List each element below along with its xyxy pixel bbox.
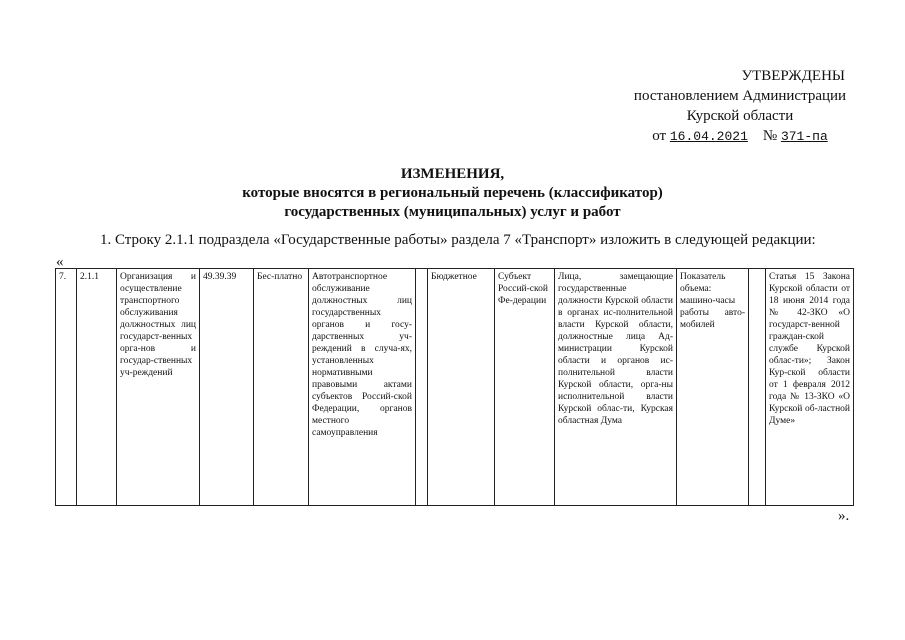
cell-content: Автотранспортное обслуживание должностных лиц государственных органов и госу-дарственных уч-реждений в случа-ях, установленных нормативными правовыми актами субъектов Россий-ской Федерации, органов местного самоуправления: [309, 269, 416, 506]
title-line-2: которые вносятся в региональный перечень (классификатор): [242, 185, 663, 201]
cell-work-name: Организация и осуществление транспортного обслуживания должностных лиц государст-венных орга-нов и государ-ственных уч-реждений: [117, 269, 200, 506]
document-title: [0, 165, 905, 222]
approval-heading: УТВЕРЖДЕНЫ: [741, 68, 845, 84]
close-quote: ».: [838, 508, 850, 524]
decree-number: 371-па: [780, 129, 828, 144]
cell-indicator: Показатель объема: машино-часы работы авто-мобилей: [677, 269, 749, 506]
cell-payment: Бес-платно: [254, 269, 309, 506]
cell-level: Субъект Россий-ской Фе-дерации: [495, 269, 555, 506]
decree-date: 16.04.2021: [669, 129, 748, 144]
title-heading: ИЗМЕНЕНИЯ,: [400, 166, 505, 182]
cell-legal-basis: Статья 15 Закона Курской области от 18 июня 2014 года № 42-ЗКО «О государст-венной граждан-ской службе Курской облас-ти»; Закон Кур-ской области от 1 февраля 2012 года № 13-ЗКО «О Курской об-ластной Думе»: [766, 269, 854, 506]
intro-paragraph: 1. Строку 2.1.1 подраздела «Государственные работы» раздела 7 «Транспорт» изложить в следующей редакции:: [100, 232, 816, 248]
approval-date-line: [625, 126, 855, 147]
number-label: №: [762, 128, 778, 144]
approval-block: [625, 66, 855, 147]
from-label: от: [652, 128, 667, 144]
cell-okved: 49.39.39: [200, 269, 254, 506]
approval-region: Курской области: [686, 108, 794, 124]
table-row: [56, 269, 854, 506]
cell-institution-type: Бюджетное: [428, 269, 495, 506]
open-quote: «: [56, 254, 64, 270]
cell-empty-1: [416, 269, 428, 506]
cell-empty-2: [749, 269, 766, 506]
approval-decree: постановлением Администрации: [633, 88, 847, 104]
cell-consumers: Лица, замещающие государственные должности Курской области в органах ис-полнительной власти Курской области, должностные лица Ад-министрации Курской области и органов ис-полнительной власти Курской области, орга-ны исполнительной власти Курской облас-ти, Курская областная Дума: [555, 269, 677, 506]
cell-row-number: 7.: [56, 269, 77, 506]
classifier-table: [55, 268, 854, 506]
title-line-3: государственных (муниципальных) услуг и работ: [284, 204, 621, 220]
cell-code: 2.1.1: [77, 269, 117, 506]
